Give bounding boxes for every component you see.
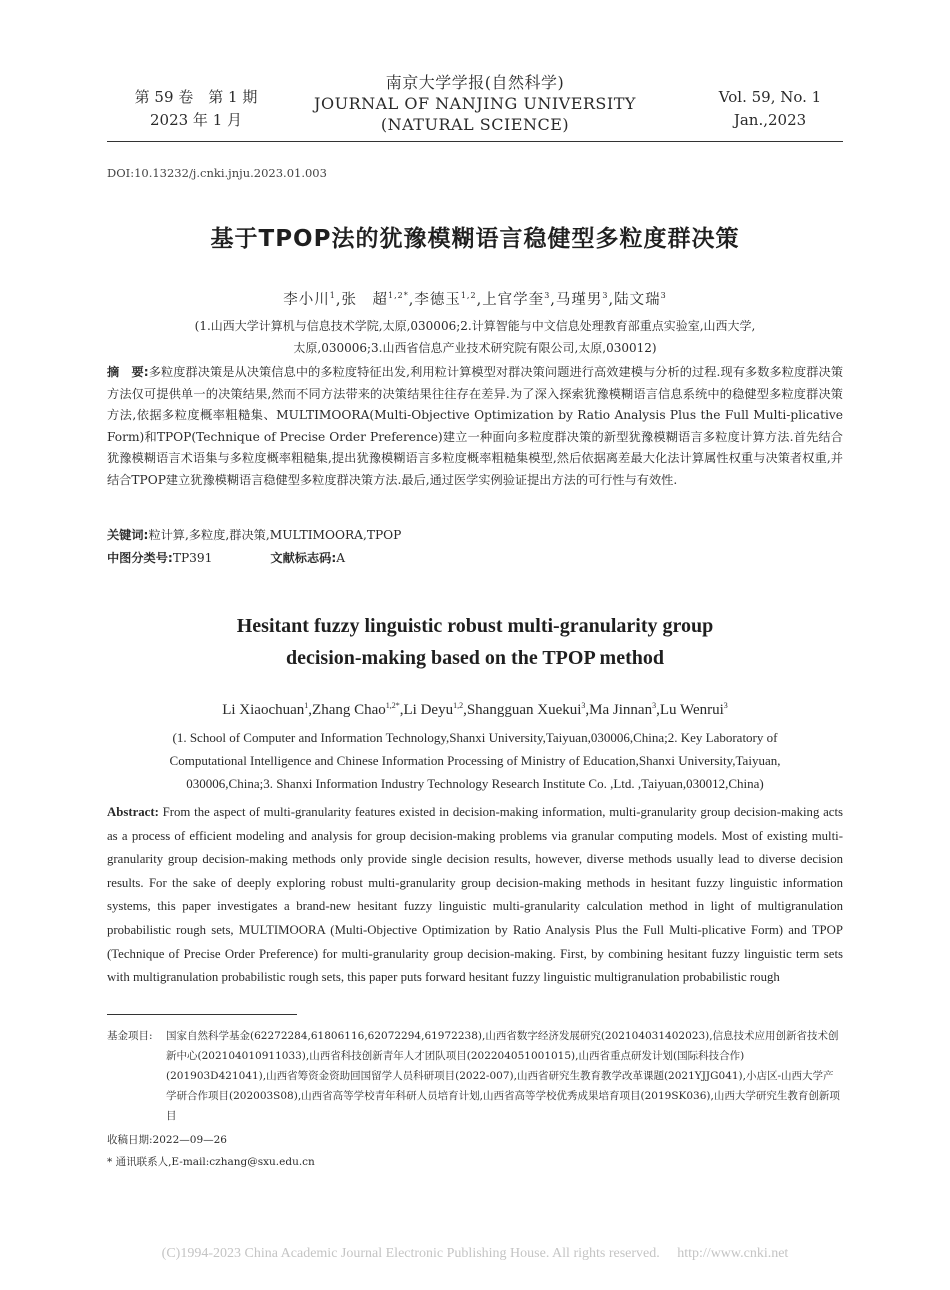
classification	[107, 549, 843, 566]
copyright-watermark: (C)1994-2023 China Academic Journal Electronic Publishing House. All rights reserved. http://www.cnki.net	[161, 1246, 789, 1261]
clc-value: TP391	[172, 551, 213, 565]
doc-code-value: A	[336, 551, 346, 565]
abstract-cn	[107, 362, 843, 492]
author-cn: 张 超$^{1,2*}$	[341, 291, 409, 308]
abstract-en-text: From the aspect of multi-granularity features existed in decision-making information, multi-granularity group decision-making acts as a process of efficient modeling and analysis for group decision-making problems via granular computing models. Most of existing multi-granularity group decision-making methods only provide single decision results, however, diverse methods usually lead to diverse decision results. For the sake of deeply exploring robust multi-granularity group decision-making methods in hesitant fuzzy linguistic information systems, this paper investigates a brand-new hesitant fuzzy linguistic multi-granularity calculation method in light of multigranulation probabilistic rough sets, MULTIMOORA (Multi-Objective Optimization by Ratio Analysis Plus the Full Multi-plicative Form) and TPOP (Technique of Precise Order Preference) for multi-granularity group decision-making. First, by combining hesitant fuzzy linguistic term sets with multigranulation probabilistic rough sets, this paper puts forward hesitant fuzzy linguistic multigranulation probabilistic rough	[107, 805, 843, 985]
doi[interactable]: DOI:10.13232/j.cnki.jnju.2023.01.003	[107, 166, 327, 180]
funding-text: 国家自然科学基金(62272284,61806116,62072294,61972238),山西省数字经济发展研究(202104031402023),信息技术应用创新省技术创新中心(2021040109110​33),山西省科技创新青年人才团队项目(202204051001015),山西省重点研发计划(国际科技合作)(201903D421041),山西省筹资金资助回国留学人员科研项目(2022-007),山西省研究生教育教学改革课题(2021YJJG041),小店区-山西大学产学研合作项目(202003S08),山西省高等学校青年科研人员培育计划,山西省高等学校优秀成果培育项目(2019SK036),山西大学研究生教育创新项目	[166, 1030, 840, 1122]
journal-name-cn: 南京大学学报(自然科学)	[385, 73, 565, 92]
doc-code-label: 文献标志码:	[270, 551, 337, 565]
abstract-en-label: Abstract:	[107, 805, 159, 819]
affiliation-line: (1. School of Computer and Information Technology,Shanxi University,Taiyuan,030006,China;2. Key Laboratory of	[172, 730, 778, 745]
title-en	[100, 610, 850, 674]
footnote-rule	[107, 1014, 297, 1015]
abstract-cn-text: 多粒度群决策是从决策信息中的多粒度特征出发,利用粒计算模型对群决策问题进行高效建模与分析的过程.现有多数多粒度群决策方法仅可提供单一的决策结果,然而不同方法带来的决策结果往往存在差异.为了深入探索犹豫模糊语言信息系统中的稳健型多粒度群决策方法,依据多粒度概率粗糙集、MULTIMOORA(Multi-Objective Optimization by Ratio Analysis Plus the Full Multi-plicative Form)和TPOP(Technique of Precise Order Preference)建立一种面向多粒度群决策的新型犹豫模糊语言多粒度计算方法.首先结合犹豫模糊语言术语集与多粒度概率粗糙集,提出犹豫模糊语言多粒度概率粗糙集模型,然后依据离差最大化法计算属性权重与决策者权重,并结合TPOP建立犹豫模糊语言稳健型多粒度群决策方法.最后,通过医学实例验证提出方法的可行性与有效性.	[107, 365, 844, 487]
keywords-label: 关键词:	[107, 528, 149, 542]
author-cn: 马瑾男$^3$	[555, 291, 609, 308]
abstract-cn-label: 摘 要:	[107, 365, 149, 379]
keywords-text: 粒计算,多粒度,群决策,MULTIMOORA,TPOP	[148, 528, 402, 542]
author-en: Lu Wenrui$^3$	[659, 701, 728, 718]
title-en-line: decision-making based on the TPOP method	[285, 647, 665, 669]
affiliation-line: 太原,030006;3.山西省信息产业技术研究院有限公司,太原,030012)	[293, 341, 657, 355]
author-en: Ma Jinnan$^3$	[589, 701, 657, 718]
title-cn: 基于TPOP法的犹豫模糊语言稳健型多粒度群决策	[210, 226, 740, 252]
author-cn: 李小川$^1$	[283, 291, 336, 308]
funding-footnote	[107, 1026, 843, 1126]
author-en: Li Xiaochuan$^1$	[222, 701, 309, 718]
journal-name-en: JOURNAL OF NANJING UNIVERSITY	[314, 94, 636, 113]
header-volume-en	[700, 86, 840, 132]
authors-en: Li Xiaochuan$^1$,Zhang Chao$^{1,2*}$,Li Deyu$^{1,2}$,Shangguan Xuekui$^3$,Ma Jinnan$^3$,Lu Wenrui$^3$	[222, 701, 728, 718]
author-cn: 李德玉$^{1,2}$	[414, 291, 477, 308]
authors-cn: 李小川$^1$,张 超$^{1,2*}$,李德玉$^{1,2}$,上官学奎$^3$,马瑾男$^3$,陆文瑞$^3$	[283, 291, 667, 308]
author-en: Zhang Chao$^{1,2*}$	[312, 701, 400, 718]
funding-label: 基金项目:	[107, 1030, 153, 1042]
affiliation-line: (1.山西大学计算机与信息技术学院,太原,030006;2.计算智能与中文信息处理教育部重点实验室,山西大学,	[194, 319, 756, 333]
author-en: Shangguan Xuekui$^3$	[466, 701, 586, 718]
author-cn: 上官学奎$^3$	[482, 291, 551, 308]
date-en: Jan.,2023	[733, 111, 807, 129]
header-journal	[300, 72, 650, 135]
received-date: 收稿日期:2022—09—26	[107, 1134, 227, 1146]
title-en-line: Hesitant fuzzy linguistic robust multi-granularity group	[236, 615, 714, 637]
affiliations-en	[107, 726, 843, 795]
abstract-en	[107, 801, 843, 990]
volume-issue-cn: 第 59 卷 第 1 期	[134, 88, 258, 106]
journal-subtitle-en: (NATURAL SCIENCE)	[380, 115, 570, 134]
corresponding-author: * 通讯联系人,E-mail:czhang@sxu.edu.cn	[107, 1156, 315, 1168]
author-en: Li Deyu$^{1,2}$	[403, 701, 464, 718]
clc-label: 中图分类号:	[107, 551, 173, 565]
affiliation-line: Computational Intelligence and Chinese Information Processing of Ministry of Education,Shanxi University,Taiyuan,	[169, 753, 781, 768]
affiliation-line: 030006,China;3. Shanxi Information Industry Technology Research Institute Co. ,Ltd. ,Taiyuan,030012,China)	[186, 776, 764, 791]
keywords-cn	[107, 526, 843, 543]
volume-issue-en: Vol. 59, No. 1	[718, 88, 822, 106]
date-cn: 2023 年 1 月	[149, 111, 243, 129]
header-volume-cn	[96, 86, 296, 132]
affiliations-cn	[125, 315, 825, 359]
header-rule	[107, 141, 843, 142]
author-cn: 陆文瑞$^3$	[614, 291, 667, 308]
